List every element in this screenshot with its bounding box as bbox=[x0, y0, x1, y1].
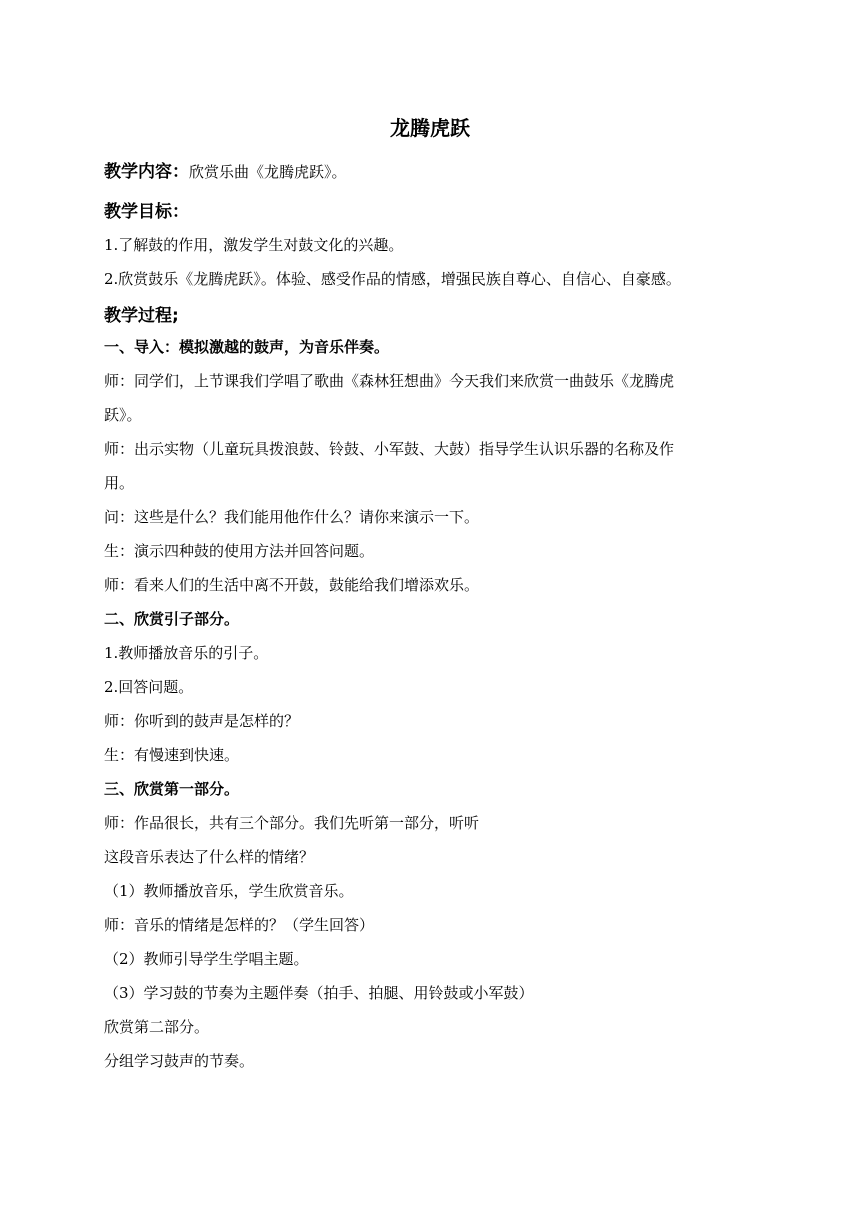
section-heading: 一、导入：模拟激越的鼓声，为音乐伴奏。 bbox=[104, 338, 390, 356]
document-body bbox=[104, 158, 784, 1084]
paragraph-line: （2）教师引导学生学唱主题。 bbox=[104, 950, 309, 968]
paragraph-line: 师：看来人们的生活中离不开鼓，鼓能给我们增添欢乐。 bbox=[104, 576, 480, 594]
paragraph-line: 问：这些是什么？我们能用他作什么？请你来演示一下。 bbox=[104, 508, 480, 526]
content-line bbox=[104, 158, 784, 186]
document-title: 龙腾虎跃 bbox=[390, 116, 470, 140]
paragraph-line: （3）学习鼓的节奏为主题伴奏（拍手、拍腿、用铃鼓或小军鼓） bbox=[104, 984, 534, 1002]
paragraph-line: （1）教师播放音乐，学生欣赏音乐。 bbox=[104, 882, 354, 900]
goals-heading: 教学目标： bbox=[104, 202, 189, 222]
paragraph-line: 用。 bbox=[104, 474, 135, 492]
goal-item: 1.了解鼓的作用，激发学生对鼓文化的兴趣。 bbox=[104, 236, 404, 254]
paragraph-line: 生：演示四种鼓的使用方法并回答问题。 bbox=[104, 542, 375, 560]
paragraph-line: 生：有慢速到快速。 bbox=[104, 746, 240, 764]
section-heading: 三、欣赏第一部分。 bbox=[104, 780, 240, 798]
section-heading: 二、欣赏引子部分。 bbox=[104, 610, 240, 628]
goal-item: 2.欣赏鼓乐《龙腾虎跃》。体验、感受作品的情感，增强民族自尊心、自信心、自豪感。 bbox=[104, 270, 681, 288]
paragraph-line: 师：作品很长，共有三个部分。我们先听第一部分，听听 bbox=[104, 814, 480, 832]
paragraph-line: 分组学习鼓声的节奏。 bbox=[104, 1052, 255, 1070]
paragraph-line: 师：同学们，上节课我们学唱了歌曲《森林狂想曲》今天我们来欣赏一曲鼓乐《龙腾虎 bbox=[104, 372, 675, 390]
paragraph-line: 这段音乐表达了什么样的情绪？ bbox=[104, 848, 315, 866]
paragraph-line: 2.回答问题。 bbox=[104, 678, 194, 696]
paragraph-line: 师：音乐的情绪是怎样的？（学生回答） bbox=[104, 916, 375, 934]
content-label: 教学内容： bbox=[104, 162, 189, 182]
paragraph-line: 欣赏第二部分。 bbox=[104, 1018, 210, 1036]
paragraph-line: 1.教师播放音乐的引子。 bbox=[104, 644, 269, 662]
process-heading: 教学过程; bbox=[104, 306, 179, 326]
paragraph-line: 师：出示实物（儿童玩具拨浪鼓、铃鼓、小军鼓、大鼓）指导学生认识乐器的名称及作 bbox=[104, 440, 675, 458]
paragraph-line: 跃》。 bbox=[104, 406, 142, 424]
paragraph-line: 师：你听到的鼓声是怎样的？ bbox=[104, 712, 300, 730]
content-text: 欣赏乐曲《龙腾虎跃》。 bbox=[189, 163, 347, 181]
